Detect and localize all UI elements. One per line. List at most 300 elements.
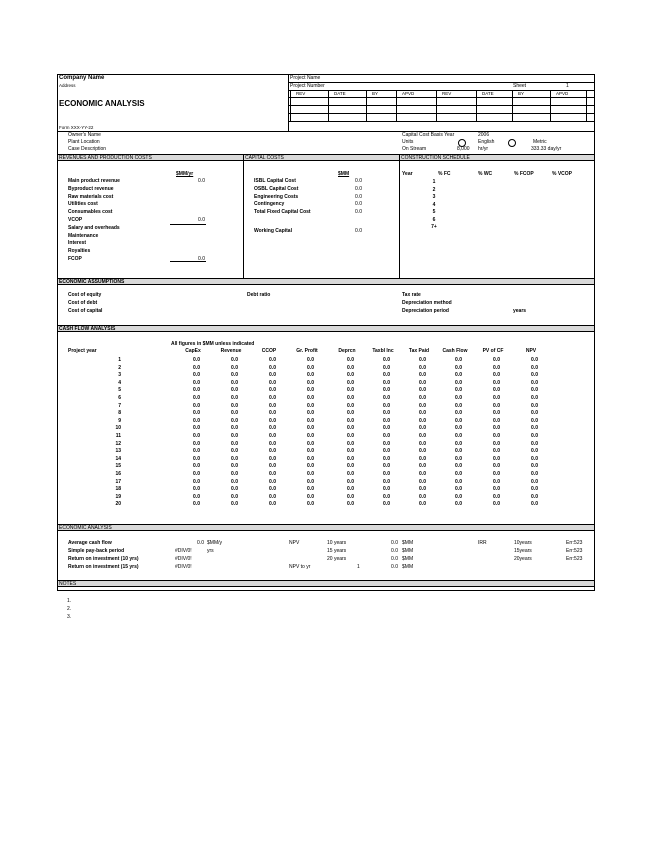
cashflow-cell: 0.0 <box>419 357 426 363</box>
cashflow-col-header-8: PV of CF <box>482 348 504 354</box>
cashflow-cell: 0.0 <box>193 425 200 432</box>
cashflow-cell: 0.0 <box>419 410 426 417</box>
cashflow-year-14: 15 <box>115 463 121 470</box>
grid-line <box>290 90 291 121</box>
plant-location-label: Plant Location <box>68 139 100 145</box>
cashflow-cell: 0.0 <box>419 372 426 379</box>
roi10-label: Return on investment (10 yrs) <box>68 556 139 562</box>
cashflow-cell: 0.0 <box>455 478 462 485</box>
irr-15-value: Err:523 <box>566 548 583 554</box>
capital-label-2: Engineering Costs <box>254 193 299 200</box>
cashflow-cell: 0.0 <box>231 387 238 394</box>
cashflow-cell: 0.0 <box>531 372 538 379</box>
revenue-label-1: Byproduct revenue <box>68 185 114 192</box>
cashflow-cell: 0.0 <box>193 478 200 485</box>
cashflow-cell: 0.0 <box>269 425 276 432</box>
cashflow-cell: 0.0 <box>193 471 200 477</box>
cashflow-cell: 0.0 <box>383 379 390 386</box>
capital-label-3: Contingency <box>254 201 285 208</box>
cashflow-cell: 0.0 <box>493 357 500 363</box>
rev-header-0: REV <box>296 91 306 96</box>
cashflow-cell: 0.0 <box>455 395 462 401</box>
cashflow-cell: 0.0 <box>419 395 426 401</box>
cashflow-cell: 0.0 <box>347 448 354 455</box>
section-notes: NOTES <box>59 581 77 587</box>
cashflow-cell: 0.0 <box>347 455 354 462</box>
cashflow-cell: 0.0 <box>269 395 276 401</box>
note-1: 1. <box>67 598 72 604</box>
cashflow-cell: 0.0 <box>531 478 538 485</box>
cashflow-col-header-2: CCOP <box>261 348 277 354</box>
revenue-value-0: 0.0 <box>198 178 205 184</box>
cashflow-cell: 0.0 <box>269 357 276 363</box>
cashflow-cell: 0.0 <box>231 425 238 432</box>
cashflow-cell: 0.0 <box>493 395 500 401</box>
cashflow-cell: 0.0 <box>347 410 354 417</box>
construction-year-3: 4 <box>432 201 436 208</box>
cashflow-cell: 0.0 <box>269 402 276 409</box>
construction-header-4: % VCOP <box>552 171 573 177</box>
revenue-label-10: FCOP <box>68 256 82 262</box>
capital-label-1: OSBL Capital Cost <box>254 185 299 192</box>
notes-list <box>67 597 71 621</box>
cashflow-cell: 0.0 <box>493 433 500 439</box>
cashflow-cell: 0.0 <box>493 440 500 447</box>
cashflow-cell: 0.0 <box>531 402 538 409</box>
cashflow-cell: 0.0 <box>455 402 462 409</box>
rev-header-4: REV <box>442 91 452 96</box>
cashflow-cell: 0.0 <box>269 387 276 394</box>
npv-label: NPV <box>289 540 300 546</box>
cashflow-col-header-6: Tax Paid <box>408 348 430 354</box>
roi10-value: #DIV/0! <box>175 556 192 562</box>
cashflow-cell: 0.0 <box>307 448 314 455</box>
cashflow-year-15: 16 <box>115 471 121 477</box>
construction-header-0: Year <box>402 171 413 177</box>
cashflow-cell: 0.0 <box>419 364 426 371</box>
npv-20-value: 0.0 <box>391 556 398 562</box>
grid-line <box>586 90 587 121</box>
cashflow-cell: 0.0 <box>531 463 538 470</box>
cashflow-cell: 0.0 <box>455 410 462 417</box>
cashflow-cell: 0.0 <box>231 478 238 485</box>
cashflow-cell: 0.0 <box>419 425 426 432</box>
revenues-unit-header: $MM/yr <box>176 171 194 177</box>
cashflow-cell: 0.0 <box>493 501 500 508</box>
revenue-label-6: Salary and overheads <box>68 224 120 231</box>
cashflow-cell: 0.0 <box>455 357 462 363</box>
cashflow-cell: 0.0 <box>493 455 500 462</box>
section-cashflow: CASH FLOW ANALYSIS <box>59 326 116 332</box>
cashflow-cell: 0.0 <box>383 417 390 424</box>
owner-label: Owner's Name <box>68 132 101 138</box>
revenue-value-5: 0.0 <box>198 217 205 223</box>
cashflow-cell: 0.0 <box>231 501 238 508</box>
roi15-value: #DIV/0! <box>175 564 192 570</box>
cashflow-cell: 0.0 <box>193 455 200 462</box>
rev-header-3: APVD <box>402 91 415 96</box>
cashflow-cell: 0.0 <box>269 433 276 439</box>
grid-line <box>170 224 206 225</box>
npv-to-yr-year: 1 <box>357 564 360 570</box>
cashflow-cell: 0.0 <box>347 395 354 401</box>
cashflow-cell: 0.0 <box>383 486 390 493</box>
irr-10-label: 10years <box>514 540 532 546</box>
cashflow-cell: 0.0 <box>419 463 426 470</box>
section-band-analysis <box>58 524 594 531</box>
cashflow-cell: 0.0 <box>231 357 238 363</box>
cashflow-cell: 0.0 <box>269 463 276 470</box>
cashflow-cell: 0.0 <box>231 410 238 417</box>
capital-value-2: 0.0 <box>355 193 362 200</box>
cashflow-cell: 0.0 <box>193 440 200 447</box>
construction-header-1: % FC <box>438 171 451 177</box>
cashflow-cell: 0.0 <box>307 372 314 379</box>
cashflow-cell: 0.0 <box>307 478 314 485</box>
cashflow-cell: 0.0 <box>307 433 314 439</box>
cashflow-cell: 0.0 <box>307 440 314 447</box>
grid-line <box>328 90 329 121</box>
cashflow-cell: 0.0 <box>347 471 354 477</box>
cashflow-cell: 0.0 <box>455 387 462 394</box>
capital-cost-basis-year-value: 2006 <box>478 132 490 138</box>
cashflow-year-0: 1 <box>118 357 121 363</box>
cashflow-cell: 0.0 <box>347 379 354 386</box>
cashflow-cell: 0.0 <box>419 478 426 485</box>
cashflow-cell: 0.0 <box>269 440 276 447</box>
cost-of-equity-label: Cost of equity <box>68 292 102 298</box>
cashflow-cell: 0.0 <box>493 448 500 455</box>
cashflow-cell: 0.0 <box>383 440 390 447</box>
cashflow-cell: 0.0 <box>307 387 314 394</box>
cashflow-year-6: 7 <box>118 402 121 409</box>
note-2: 2. <box>67 606 72 612</box>
npv-15-value: 0.0 <box>391 548 398 554</box>
sheet-value: 1 <box>566 83 569 89</box>
section-band-cashflow <box>58 325 594 332</box>
company-name: Company Name <box>59 75 105 81</box>
cashflow-cell: 0.0 <box>493 364 500 371</box>
cashflow-cell: 0.0 <box>269 379 276 386</box>
payback-label: Simple pay-back period <box>68 548 125 554</box>
cashflow-year-5: 6 <box>118 395 121 401</box>
cashflow-cell: 0.0 <box>531 455 538 462</box>
cashflow-cell: 0.0 <box>307 410 314 417</box>
cashflow-cell: 0.0 <box>269 493 276 500</box>
capital-cost-basis-year-label: Capital Cost Basis Year <box>402 132 455 138</box>
cashflow-cell: 0.0 <box>531 395 538 401</box>
revenue-label-3: Utilities cost <box>68 201 98 208</box>
cashflow-cell: 0.0 <box>269 410 276 417</box>
units-label: Units <box>402 139 414 145</box>
cashflow-cell: 0.0 <box>307 364 314 371</box>
cashflow-cell: 0.0 <box>531 425 538 432</box>
cashflow-year-11: 12 <box>115 440 121 447</box>
cashflow-cell: 0.0 <box>307 463 314 470</box>
cashflow-cell: 0.0 <box>269 486 276 493</box>
cashflow-year-4: 5 <box>118 387 121 394</box>
cashflow-cell: 0.0 <box>383 493 390 500</box>
cashflow-cell: 0.0 <box>383 455 390 462</box>
cashflow-cell: 0.0 <box>231 402 238 409</box>
cashflow-cell: 0.0 <box>347 357 354 363</box>
cashflow-cell: 0.0 <box>347 463 354 470</box>
npv-20-unit: $MM <box>402 556 414 562</box>
rev-header-1: DATE <box>334 91 346 96</box>
cashflow-cell: 0.0 <box>419 486 426 493</box>
cashflow-cell: 0.0 <box>269 364 276 371</box>
address: Address <box>59 83 76 88</box>
cashflow-cell: 0.0 <box>383 357 390 363</box>
cashflow-cell: 0.0 <box>455 448 462 455</box>
on-stream-days: 333.33 day/yr <box>531 146 562 152</box>
cashflow-cell: 0.0 <box>455 417 462 424</box>
cashflow-cell: 0.0 <box>455 493 462 500</box>
irr-20-value: Err:523 <box>566 556 583 562</box>
cashflow-cell: 0.0 <box>269 455 276 462</box>
tax-rate-label: Tax rate <box>402 292 421 298</box>
cashflow-cell: 0.0 <box>419 448 426 455</box>
cashflow-cell: 0.0 <box>455 486 462 493</box>
cashflow-cell: 0.0 <box>307 425 314 432</box>
cashflow-cell: 0.0 <box>231 455 238 462</box>
cashflow-cell: 0.0 <box>455 440 462 447</box>
cashflow-cell: 0.0 <box>531 417 538 424</box>
cashflow-cell: 0.0 <box>231 364 238 371</box>
cashflow-year-12: 13 <box>115 448 121 455</box>
npv-10-unit: $MM <box>402 540 414 546</box>
cashflow-cell: 0.0 <box>419 493 426 500</box>
cashflow-cell: 0.0 <box>531 493 538 500</box>
cost-of-debt-label: Cost of debt <box>68 300 98 306</box>
cashflow-cell: 0.0 <box>193 493 200 500</box>
cashflow-cell: 0.0 <box>455 501 462 508</box>
on-stream-hours: 8,000 <box>457 146 470 152</box>
revenue-label-5: VCOP <box>68 217 83 223</box>
cashflow-cell: 0.0 <box>269 417 276 424</box>
cashflow-cell: 0.0 <box>347 364 354 371</box>
cashflow-cell: 0.0 <box>307 493 314 500</box>
cashflow-cell: 0.0 <box>493 402 500 409</box>
cashflow-cell: 0.0 <box>419 387 426 394</box>
cashflow-cell: 0.0 <box>231 493 238 500</box>
cashflow-cell: 0.0 <box>347 478 354 485</box>
cashflow-cell: 0.0 <box>383 364 390 371</box>
cashflow-cell: 0.0 <box>307 455 314 462</box>
cashflow-cell: 0.0 <box>347 417 354 424</box>
cashflow-cell: 0.0 <box>493 493 500 500</box>
cashflow-cell: 0.0 <box>231 486 238 493</box>
cashflow-cell: 0.0 <box>493 478 500 485</box>
cashflow-cell: 0.0 <box>493 387 500 394</box>
capital-value-1: 0.0 <box>355 185 362 192</box>
cashflow-year-13: 14 <box>115 455 121 462</box>
cashflow-year-2: 3 <box>118 372 121 379</box>
cashflow-cell: 0.0 <box>531 486 538 493</box>
construction-year-2: 3 <box>432 194 436 200</box>
depreciation-years-label: years <box>513 308 527 314</box>
cashflow-cell: 0.0 <box>531 471 538 477</box>
metric-radio[interactable] <box>508 139 516 147</box>
cashflow-cell: 0.0 <box>269 501 276 508</box>
revenue-label-2: Raw materials cost <box>68 193 114 200</box>
revenue-label-9: Royalties <box>68 248 91 255</box>
construction-year-5: 6 <box>432 216 436 223</box>
grid-line <box>396 90 397 121</box>
cashflow-cell: 0.0 <box>347 493 354 500</box>
cashflow-cell: 0.0 <box>193 372 200 379</box>
cashflow-cell: 0.0 <box>193 463 200 470</box>
cashflow-cell: 0.0 <box>347 425 354 432</box>
rev-header-5: DATE <box>482 91 494 96</box>
form-number: Form XXX-YY-22 <box>59 125 94 130</box>
cashflow-cell: 0.0 <box>307 402 314 409</box>
cashflow-col-header-4: Deprcn <box>338 348 356 354</box>
cashflow-cell: 0.0 <box>307 486 314 493</box>
cashflow-cell: 0.0 <box>193 379 200 386</box>
cashflow-cell: 0.0 <box>455 433 462 439</box>
construction-year-1: 2 <box>432 186 436 193</box>
section-assumptions: ECONOMIC ASSUMPTIONS <box>59 279 125 285</box>
cashflow-cell: 0.0 <box>493 471 500 477</box>
rev-header-2: BY <box>372 91 379 96</box>
cashflow-cell: 0.0 <box>383 402 390 409</box>
cashflow-cell: 0.0 <box>193 402 200 409</box>
rev-header-7: APVD <box>556 91 569 96</box>
section-revenues: REVENUES AND PRODUCTION COSTS <box>59 155 152 161</box>
project-name-label: Project Name <box>290 75 321 81</box>
cashflow-year-9: 10 <box>115 425 121 432</box>
cashflow-cell: 0.0 <box>231 463 238 470</box>
cashflow-cell: 0.0 <box>347 387 354 394</box>
construction-header-2: % WC <box>478 171 493 177</box>
npv-15-label: 15 years <box>327 548 347 554</box>
cashflow-cell: 0.0 <box>231 440 238 447</box>
cashflow-cell: 0.0 <box>307 501 314 508</box>
cashflow-cell: 0.0 <box>383 501 390 508</box>
metric-label: Metric <box>533 139 547 145</box>
cashflow-cell: 0.0 <box>193 501 200 508</box>
cashflow-cell: 0.0 <box>231 395 238 401</box>
cashflow-cell: 0.0 <box>193 433 200 439</box>
depreciation-method-label: Depreciation method <box>402 300 452 306</box>
page-title: ECONOMIC ANALYSIS <box>59 99 145 108</box>
cashflow-col-header-5: Taxbl Inc <box>372 348 394 354</box>
cashflow-cell: 0.0 <box>419 455 426 462</box>
cashflow-cell: 0.0 <box>193 417 200 424</box>
cashflow-cell: 0.0 <box>307 471 314 477</box>
cashflow-cell: 0.0 <box>307 417 314 424</box>
cashflow-col-header-7: Cash Flow <box>442 348 468 354</box>
cashflow-cell: 0.0 <box>531 387 538 394</box>
cashflow-caption: All figures in $MM unless indicated <box>171 341 255 347</box>
cost-of-capital-label: Cost of capital <box>68 308 103 314</box>
cashflow-cell: 0.0 <box>193 486 200 493</box>
cashflow-year-7: 8 <box>118 410 121 417</box>
cashflow-cell: 0.0 <box>347 501 354 508</box>
cashflow-cell: 0.0 <box>493 372 500 379</box>
cashflow-cell: 0.0 <box>383 471 390 477</box>
cashflow-cell: 0.0 <box>347 433 354 439</box>
payback-unit: yrs <box>207 548 214 554</box>
on-stream-label: On Stream <box>402 146 427 152</box>
cashflow-cell: 0.0 <box>347 402 354 409</box>
cashflow-cell: 0.0 <box>419 471 426 477</box>
cashflow-cell: 0.0 <box>269 448 276 455</box>
grid-line <box>436 90 437 121</box>
cashflow-cell: 0.0 <box>347 486 354 493</box>
grid-line <box>512 90 513 121</box>
cashflow-cell: 0.0 <box>193 410 200 417</box>
rev-header-6: BY <box>518 91 525 96</box>
cashflow-year-10: 11 <box>115 433 121 439</box>
cashflow-cell: 0.0 <box>383 372 390 379</box>
cashflow-cell: 0.0 <box>493 379 500 386</box>
cashflow-cell: 0.0 <box>455 463 462 470</box>
cashflow-cell: 0.0 <box>531 448 538 455</box>
capital-unit-header: $MM <box>338 171 350 177</box>
revenue-label-4: Consumables cost <box>68 209 113 216</box>
cashflow-cell: 0.0 <box>193 448 200 455</box>
cashflow-cell: 0.0 <box>269 372 276 379</box>
debt-ratio-label: Debt ratio <box>247 292 271 298</box>
cashflow-cell: 0.0 <box>531 501 538 508</box>
cashflow-cell: 0.0 <box>493 425 500 432</box>
cashflow-cell: 0.0 <box>455 379 462 386</box>
construction-year-6: 7+ <box>431 224 437 230</box>
on-stream-unit: hr/yr <box>478 146 488 152</box>
capital-value-5: 0.0 <box>355 228 362 234</box>
section-band-assumptions <box>58 278 594 285</box>
npv-20-label: 20 years <box>327 556 347 562</box>
cashflow-cell: 0.0 <box>231 379 238 386</box>
cashflow-cell: 0.0 <box>269 478 276 485</box>
capital-value-3: 0.0 <box>355 201 362 208</box>
cashflow-year-1: 2 <box>118 364 121 371</box>
cashflow-cell: 0.0 <box>531 379 538 386</box>
cashflow-cell: 0.0 <box>307 357 314 363</box>
cashflow-cell: 0.0 <box>193 387 200 394</box>
cashflow-cell: 0.0 <box>455 372 462 379</box>
cashflow-cell: 0.0 <box>383 395 390 401</box>
capital-label-4: Total Fixed Capital Cost <box>254 209 311 216</box>
depreciation-period-label: Depreciation period <box>402 308 449 314</box>
avg-cash-flow-label: Average cash flow <box>68 540 112 546</box>
sheet-label: Sheet <box>513 83 527 89</box>
section-construction: CONSTRUCTION SCHEDULE <box>401 155 470 161</box>
case-description-label: Case Description <box>68 146 107 152</box>
cashflow-cell: 0.0 <box>419 433 426 439</box>
cashflow-cell: 0.0 <box>493 417 500 424</box>
cashflow-cell: 0.0 <box>419 402 426 409</box>
cashflow-year-3: 4 <box>118 379 121 386</box>
construction-year-0: 1 <box>432 179 436 185</box>
cashflow-cell: 0.0 <box>231 372 238 379</box>
cashflow-col-header-0: CapEx <box>185 348 201 354</box>
capital-label-5: Working Capital <box>254 228 292 234</box>
cashflow-cell: 0.0 <box>307 379 314 386</box>
capital-value-0: 0.0 <box>355 178 362 184</box>
cashflow-cell: 0.0 <box>455 455 462 462</box>
cashflow-cell: 0.0 <box>419 501 426 508</box>
cashflow-col-header-9: NPV <box>525 348 537 354</box>
cashflow-year-8: 9 <box>118 417 121 424</box>
section-capital: CAPITAL COSTS <box>245 155 284 161</box>
cashflow-cell: 0.0 <box>383 448 390 455</box>
npv-to-yr-label: NPV to yr <box>289 564 311 570</box>
irr-label: IRR <box>478 540 487 546</box>
revenue-label-8: Interest <box>68 240 87 247</box>
